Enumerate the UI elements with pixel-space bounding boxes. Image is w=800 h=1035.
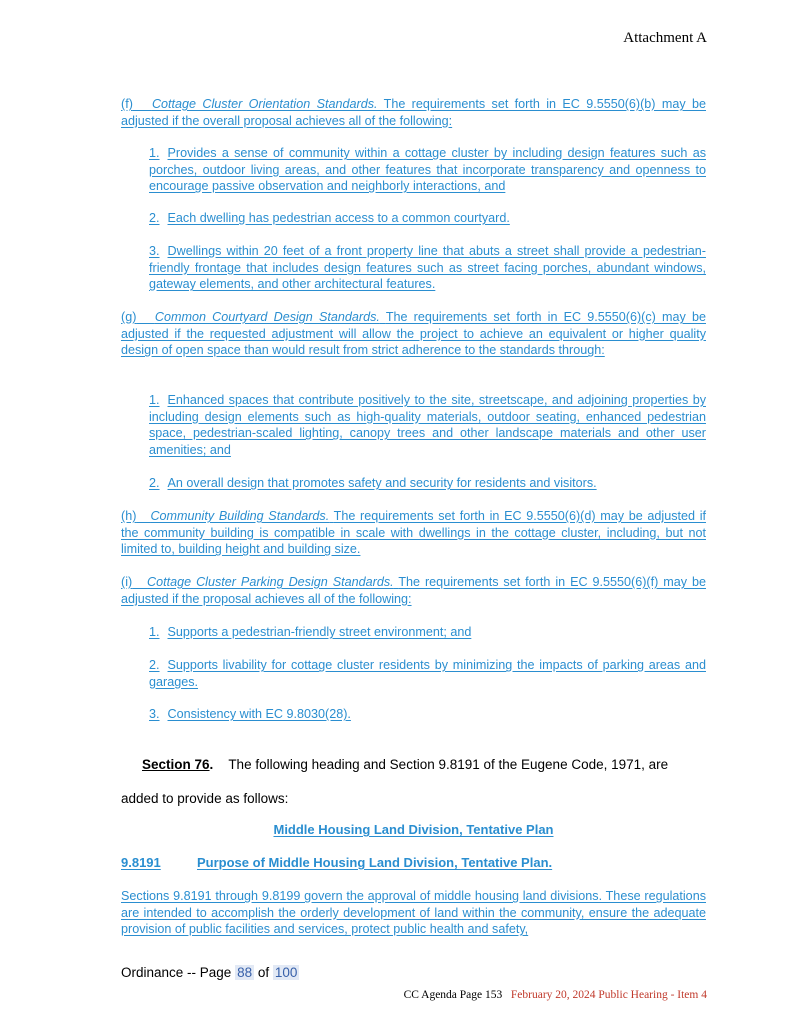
footer-prefix: Ordinance -- Page xyxy=(121,965,232,980)
section-76-period: . xyxy=(209,757,214,772)
section-76-line xyxy=(142,756,712,774)
section-f-item-1 xyxy=(149,145,706,195)
section-f-item-2 xyxy=(149,210,706,227)
section-76-label: Section 76 xyxy=(142,757,210,772)
section-i-label: (i) xyxy=(121,575,133,589)
footer-of: of xyxy=(257,965,270,980)
section-i-item-1 xyxy=(149,624,706,641)
section-i-title: Cottage Cluster Parking Design Standards. xyxy=(147,575,394,589)
section-f-title: Cottage Cluster Orientation Standards. xyxy=(151,97,378,111)
attachment-label: Attachment A xyxy=(623,30,707,46)
total-pages-field[interactable]: 100 xyxy=(274,965,298,980)
section-g-title: Common Courtyard Design Standards. xyxy=(154,310,380,324)
item-number: 1. xyxy=(149,625,160,639)
section-h-text: The requirements set forth in EC 9.5550(6)(d) may be adjusted if the community building is compatible in scale with dwellings in the cottage cluster, including, but not limited to, building height and building size. xyxy=(121,509,706,556)
hearing-label: February 20, 2024 Public Hearing - Item 4 xyxy=(510,989,707,1001)
section-g-label: (g) xyxy=(121,310,137,324)
section-f-item-3 xyxy=(149,243,706,293)
item-number: 2. xyxy=(149,211,160,225)
item-text: Supports a pedestrian-friendly street environment; and xyxy=(167,625,472,639)
item-number: 3. xyxy=(149,707,160,721)
item-text: Dwellings within 20 feet of a front property line that abuts a street shall provide a pedestrian-friendly frontage that includes design features such as street facing porches, abundant windows, gateway elements, and other architectural features. xyxy=(149,244,706,291)
section-g-text: The requirements set forth in EC 9.5550(6)(c) may be adjusted if the requested adjustment will allow the project to achieve an equivalent or higher quality design of open space than would result from strict adherence to the standards through: xyxy=(121,310,706,357)
item-number: 1. xyxy=(149,393,160,407)
section-h-title: Community Building Standards. xyxy=(150,509,330,523)
item-number: 3. xyxy=(149,244,160,258)
item-text: Provides a sense of community within a cottage cluster by including design features such as porches, outdoor living areas, and other features that incorporate transparency and openness to encourage passive observation and neighborly interactions, and xyxy=(149,146,706,193)
item-text: Supports livability for cottage cluster residents by minimizing the impacts of parking areas and garages. xyxy=(149,658,706,689)
section-76-continuation: added to provide as follows: xyxy=(121,791,289,806)
agenda-page: CC Agenda Page 153 xyxy=(403,989,503,1001)
item-number: 2. xyxy=(149,476,160,490)
center-heading: Middle Housing Land Division, Tentative Plan xyxy=(273,822,554,837)
section-76-text: The following heading and Section 9.8191 of the Eugene Code, 1971, are xyxy=(228,757,669,772)
section-g-paragraph xyxy=(121,309,706,359)
item-number: 1. xyxy=(149,146,160,160)
section-i-paragraph xyxy=(121,574,706,607)
final-paragraph: Sections 9.8191 through 9.8199 govern the approval of middle housing land divisions. These regulations are intended to accomplish the orderly development of land within the community, ensure the adequate provision of public facilities and services, protect public health and safety, xyxy=(121,889,706,936)
section-f-text: The requirements set forth in EC 9.5550(6)(b) may be adjusted if the overall proposal achieves all of the following: xyxy=(121,97,706,128)
item-number: 2. xyxy=(149,658,160,672)
section-i-item-3 xyxy=(149,706,706,723)
item-text: Enhanced spaces that contribute positively to the site, streetscape, and adjoining properties by including design elements such as high-quality materials, outdoor seating, enhanced pedestrian space, pedestrian-scaled lighting, canopy trees and other landscape materials and other user amenities; and xyxy=(149,393,706,457)
section-i-text: The requirements set forth in EC 9.5550(6)(f) may be adjusted if the proposal achieves all of the following: xyxy=(121,575,706,606)
subheading-number: 9.8191 xyxy=(121,855,161,870)
ordinance-page-footer xyxy=(121,965,299,980)
section-i-item-2 xyxy=(149,657,706,690)
item-text: Each dwelling has pedestrian access to a common courtyard. xyxy=(167,211,510,225)
section-g-item-2 xyxy=(149,475,706,492)
section-h-paragraph xyxy=(121,508,706,558)
page-number-field[interactable]: 88 xyxy=(237,965,253,980)
agenda-footer xyxy=(404,989,707,1001)
section-h-label: (h) xyxy=(121,509,137,523)
subheading-title: Purpose of Middle Housing Land Division, Tentative Plan. xyxy=(197,855,553,870)
item-text: An overall design that promotes safety and security for residents and visitors. xyxy=(167,476,597,490)
section-g-item-1 xyxy=(149,392,706,458)
section-f-label: (f) xyxy=(121,97,133,111)
section-f-paragraph xyxy=(121,96,706,129)
item-text: Consistency with EC 9.8030(28). xyxy=(167,707,351,721)
